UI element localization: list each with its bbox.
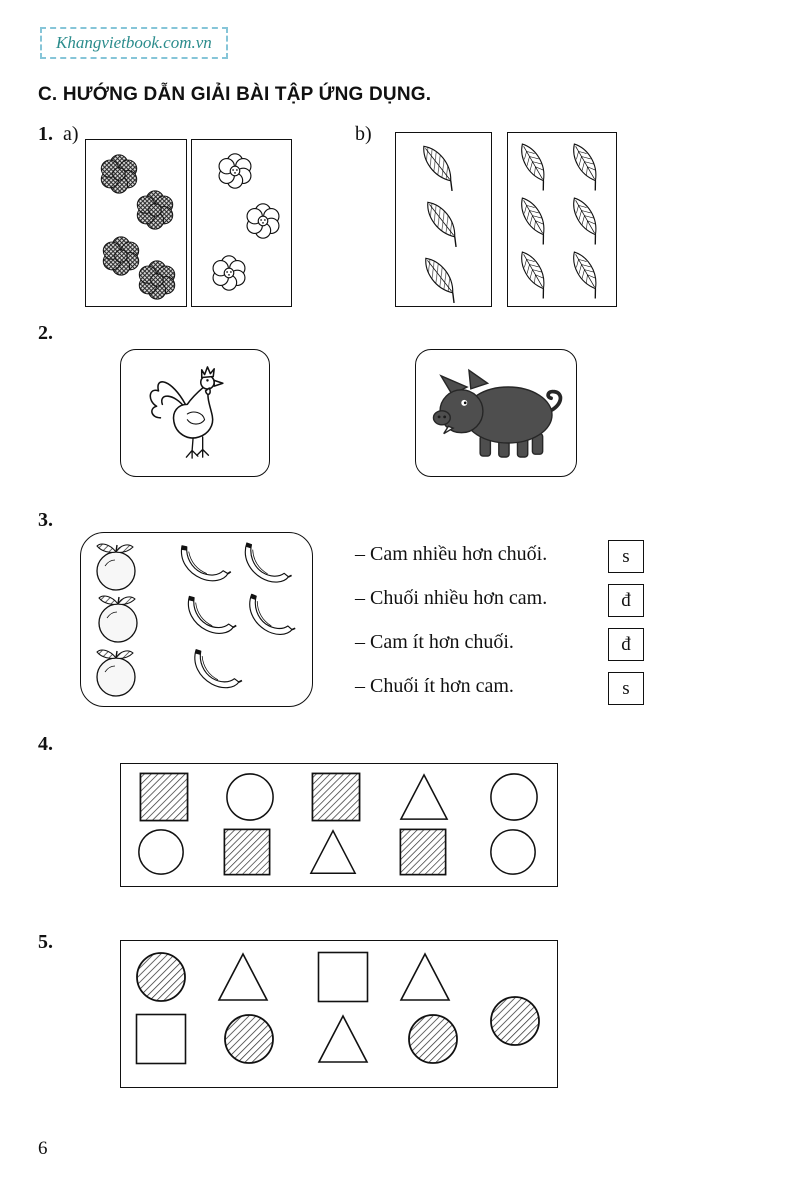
hatched-circle-shape: [223, 1013, 275, 1065]
triangle-shape: [399, 951, 451, 1003]
exercise-3-number: 3.: [38, 509, 53, 531]
white-leaf-icon: [555, 240, 618, 308]
circle-shape: [489, 828, 537, 876]
section-heading: C. HƯỚNG DẪN GIẢI BÀI TẬP ỨNG DỤNG.: [38, 84, 432, 105]
flowers-dark-box: [85, 139, 187, 307]
exercise-1-part-a-label: a): [63, 123, 79, 145]
banana-icon: [180, 593, 241, 641]
page-number: 6: [38, 1138, 48, 1159]
hatched-circle-shape: [407, 1013, 459, 1065]
exercise-5-number: 5.: [38, 931, 53, 953]
triangle-shape: [317, 1013, 369, 1065]
pig-image: [426, 368, 566, 462]
hatched-circle-shape: [489, 995, 541, 1047]
banana-icon: [185, 646, 247, 696]
answer-box-1: s: [608, 540, 644, 573]
circle-shape: [137, 828, 185, 876]
white-flower-icon: [208, 252, 250, 294]
shapes-box-5: [120, 940, 558, 1088]
square-shape: [135, 1013, 187, 1065]
triangle-shape: [399, 772, 449, 822]
statement-2: – Chuối nhiều hơn cam.: [355, 587, 548, 609]
statement-3: – Cam ít hơn chuối.: [355, 631, 514, 653]
answer-box-3: đ: [608, 628, 644, 661]
leaves-dark-box: [395, 132, 492, 307]
banana-icon: [175, 543, 233, 587]
circle-shape: [225, 772, 275, 822]
hatched-square-shape: [311, 772, 361, 822]
orange-icon: [93, 539, 139, 593]
logo-box: [40, 27, 228, 59]
exercise-4-number: 4.: [38, 733, 53, 755]
orange-icon: [93, 645, 139, 699]
exercise-1-part-b-label: b): [355, 123, 372, 145]
dark-flower-icon: [132, 186, 178, 232]
hatched-square-shape: [139, 772, 189, 822]
white-leaf-icon: [503, 240, 566, 308]
rooster-card: [120, 349, 270, 477]
white-flower-icon: [242, 200, 284, 242]
answer-box-4: s: [608, 672, 644, 705]
hatched-square-shape: [399, 828, 447, 876]
pig-card: [415, 349, 577, 477]
hatched-square-shape: [223, 828, 271, 876]
rooster-image: [147, 360, 243, 466]
square-shape: [317, 951, 369, 1003]
flowers-white-box: [191, 139, 292, 307]
banana-icon: [238, 590, 303, 643]
statement-4: – Chuối ít hơn cam.: [355, 675, 514, 697]
logo-text: Khangvietbook.com.vn: [56, 33, 212, 52]
circle-shape: [489, 772, 539, 822]
banana-icon: [234, 539, 298, 591]
exercise-2-number: 2.: [38, 322, 53, 344]
triangle-shape: [309, 828, 357, 876]
leaves-white-box: [507, 132, 617, 307]
exercise-1-number: 1.: [38, 123, 53, 145]
dark-flower-icon: [134, 256, 180, 302]
dark-leaf-icon: [407, 243, 476, 314]
shapes-box-4: [120, 763, 558, 887]
triangle-shape: [217, 951, 269, 1003]
hatched-circle-shape: [135, 951, 187, 1003]
fruit-box: [80, 532, 313, 707]
white-flower-icon: [214, 150, 256, 192]
answer-box-2: đ: [608, 584, 644, 617]
orange-icon: [95, 591, 141, 645]
statement-1: – Cam nhiều hơn chuối.: [355, 543, 548, 565]
